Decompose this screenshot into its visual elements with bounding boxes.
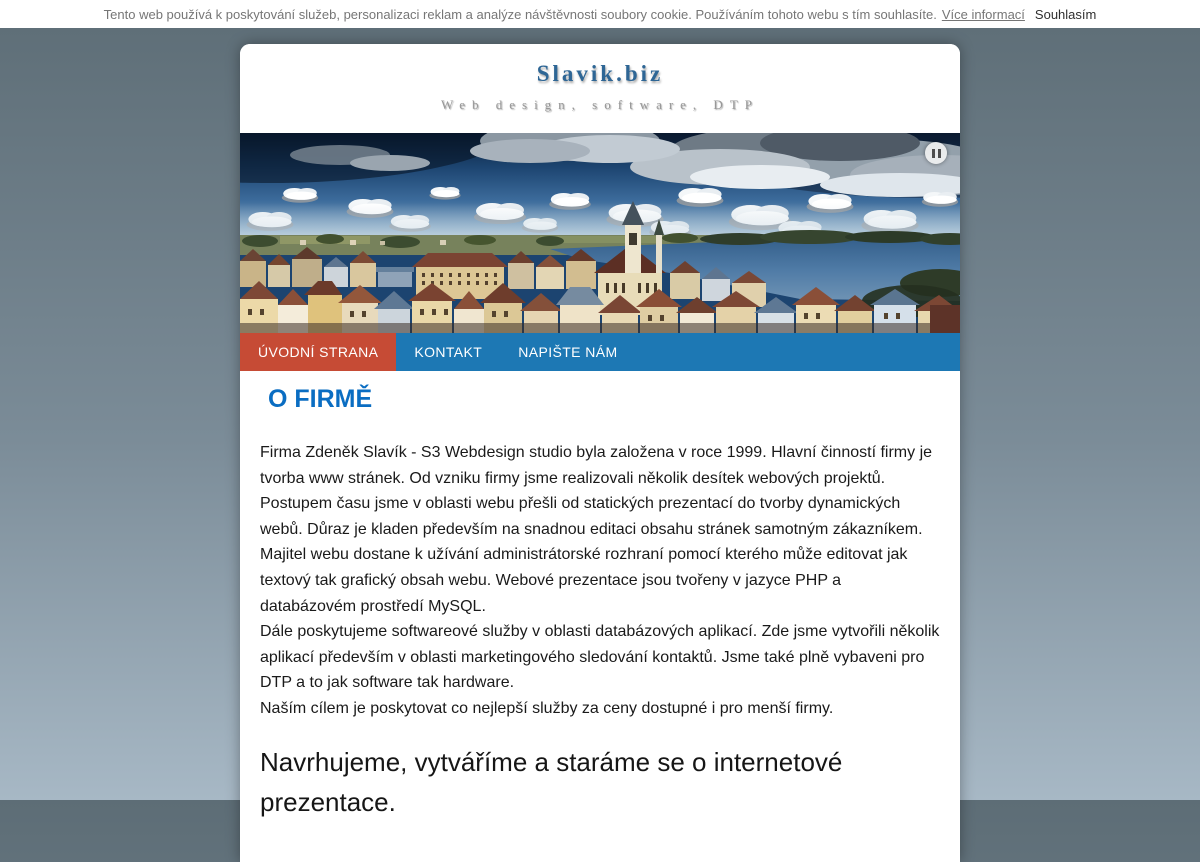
site-title[interactable]: Slavik.biz — [536, 61, 664, 86]
site-header — [240, 44, 960, 133]
nav-item-uvodni-strana[interactable]: ÚVODNÍ STRANA — [240, 333, 396, 371]
about-paragraph: Naším cílem je poskytovat co nejlepší služby za ceny dostupné i pro menší firmy. — [260, 699, 834, 717]
cookie-message: Tento web používá k poskytování služeb, personalizaci reklam a analýze návštěvnosti soubory cookie. Používáním tohoto webu s tím souhlasíte. — [103, 6, 937, 22]
main-navigation — [240, 333, 960, 371]
hero-banner — [240, 133, 960, 333]
nav-item-kontakt[interactable]: KONTAKT — [414, 344, 483, 360]
about-paragraph: Postupem času jsme v oblasti webu přešli od statických prezentací do tvorby dynamických webů. Důraz je kladen především na snadnou editaci obsahu stránek samotným zákazníkem. Majitel webu dostane k užívání administrátorské rozhraní pomocí kterého může editovat jak textový tak grafický obsah webu. Webové prezentace jsou tvořeny v jazyce PHP a databázovém prostředí MySQL. — [260, 495, 923, 615]
cookie-more-info-link[interactable]: Více informací — [941, 6, 1025, 22]
pause-button[interactable] — [925, 142, 947, 164]
section-subheading: Navrhujeme, vytváříme a staráme se o internetové prezentace. — [260, 746, 843, 817]
site-tagline: Web design, software, DTP — [440, 97, 759, 112]
cookie-banner — [0, 0, 1200, 28]
about-paragraph: Firma Zdeněk Slavík - S3 Webdesign studio byla založena v roce 1999. Hlavní činností firmy je tvorba www stránek. Od vzniku firmy jsme realizovali několik desítek webových projektů. — [260, 444, 933, 487]
page-wrapper — [240, 44, 960, 862]
pause-icon — [932, 149, 941, 158]
cookie-accept-button[interactable]: Souhlasím — [1034, 6, 1097, 22]
main-content — [240, 371, 960, 862]
hero-image — [240, 133, 960, 333]
about-paragraph: Dále poskytujeme softwareové služby v oblasti databázových aplikací. Zde jsme vytvořili několik aplikací především v oblasti marketingového sledování kontaktů. Jsme také plně vybaveni pro DTP a to jak software tak hardware. — [260, 623, 940, 692]
nav-item-napiste-nam[interactable]: NAPIŠTE NÁM — [518, 344, 618, 360]
page-title: O FIRMĚ — [268, 385, 373, 413]
